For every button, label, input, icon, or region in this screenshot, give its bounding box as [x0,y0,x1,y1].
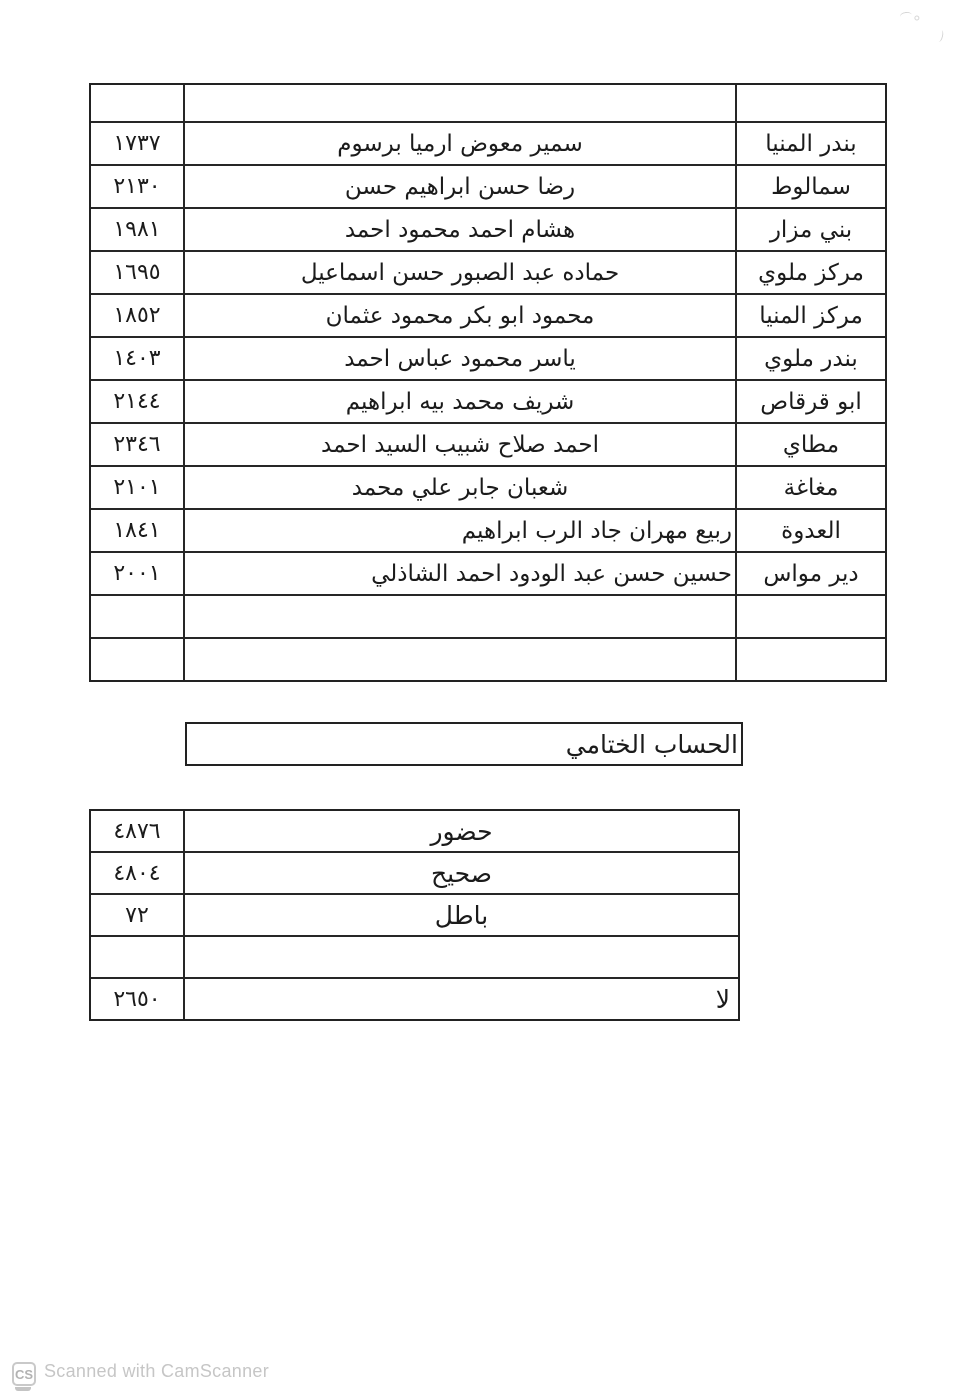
total-votes-cell: ١٤٠٣ [91,338,185,379]
total-votes-cell: ١٨٥٢ [91,295,185,336]
total-votes-cell: ١٦٩٥ [91,252,185,293]
table-row [91,207,885,250]
total-votes-cell: ٢٠٠١ [91,553,185,594]
table-row-empty [91,594,885,637]
table-row [91,465,885,508]
district-cell [737,596,885,637]
district-cell: ابو قرقاص [760,388,862,415]
scan-artifact [900,11,913,21]
candidate-name-cell: هشام احمد محمود احمد [185,209,737,250]
district-cell: مركز ملوي [758,259,864,286]
summary-label-cell: لا [715,984,730,1014]
total-votes-cell [91,596,185,637]
total-votes-cell [91,639,185,680]
candidate-name-cell: حسين حسن عبد الودود احمد الشاذلي [185,553,737,594]
district-cell: العدوة [781,517,841,544]
summary-label-cell: حضور [430,816,493,846]
candidate-name-cell: شعبان جابر علي محمد [185,467,737,508]
district-cell: سمالوط [771,173,851,200]
final-account-title-box: الحساب الختامي [185,722,743,766]
table-row [91,422,885,465]
candidate-name-cell: حماده عبد الصبور حسن اسماعيل [185,252,737,293]
table-row [91,336,885,379]
table-row [91,250,885,293]
total-votes-cell: ١٧٣٧ [91,123,185,164]
candidate-name-cell [185,596,737,637]
table-row [91,293,885,336]
summary-value-cell: ٢٦٥٠ [91,979,185,1019]
summary-value-cell [91,937,185,977]
scan-artifact [936,29,945,42]
summary-label-cell: باطل [434,900,489,930]
table-row [91,121,885,164]
candidate-name-cell: شريف محمد بيه ابراهيم [185,381,737,422]
table-row [91,508,885,551]
summary-value-cell: ٤٨٧٦ [91,811,185,851]
summary-label-cell [185,937,738,977]
summary-row [91,893,738,935]
summary-label-cell: صحيح [430,858,493,888]
total-votes-cell: ٢١٤٤ [91,381,185,422]
district-cell [737,639,885,680]
total-votes-cell: ١٩٨١ [91,209,185,250]
candidate-name-cell: سمير معوض ارميا برسوم [185,123,737,164]
total-votes-cell: ٢٣٤٦ [91,424,185,465]
candidate-name-header-cell [185,85,737,121]
candidate-name-cell: احمد صلاح شبيب السيد احمد [185,424,737,465]
summary-row [91,811,738,851]
summary-row [91,851,738,893]
table-row [91,164,885,207]
candidate-name-cell [185,639,737,680]
final-account-table [89,809,740,1021]
district-cell: دير مواس [763,560,859,587]
summary-value-cell: ٧٢ [91,895,185,935]
summary-value-cell: ٤٨٠٤ [91,853,185,893]
table-row [91,551,885,594]
total-votes-cell: ٢١٣٠ [91,166,185,207]
candidate-name-cell: ربيع مهران جاد الرب ابراهيم [185,510,737,551]
candidate-name-cell: رضا حسن ابراهيم حسن [185,166,737,207]
table-row-empty [91,637,885,680]
district-cell: مركز المنيا [759,302,863,329]
total-votes-header-cell [91,85,185,121]
camscanner-watermark-text: Scanned with CamScanner [44,1361,270,1381]
candidate-name-cell: ياسر محمود عباس احمد [185,338,737,379]
district-cell: بني مزار [769,216,853,243]
district-cell: بندر المنيا [765,130,857,157]
summary-row [91,977,738,1019]
table-row [91,379,885,422]
district-cell: مغاغة [783,474,839,501]
total-votes-cell: ١٨٤١ [91,510,185,551]
table-header-row [91,85,885,121]
total-votes-cell: ٢١٠١ [91,467,185,508]
summary-row-empty [91,935,738,977]
camscanner-footer [0,1356,962,1400]
district-cell: بندر ملوي [764,345,858,372]
results-table [89,83,887,682]
candidate-name-cell: محمود ابو بكر محمود عثمان [185,295,737,336]
district-cell: مطاي [782,431,840,458]
district-header-cell [737,85,885,121]
camscanner-logo-icon: CS [12,1362,36,1386]
